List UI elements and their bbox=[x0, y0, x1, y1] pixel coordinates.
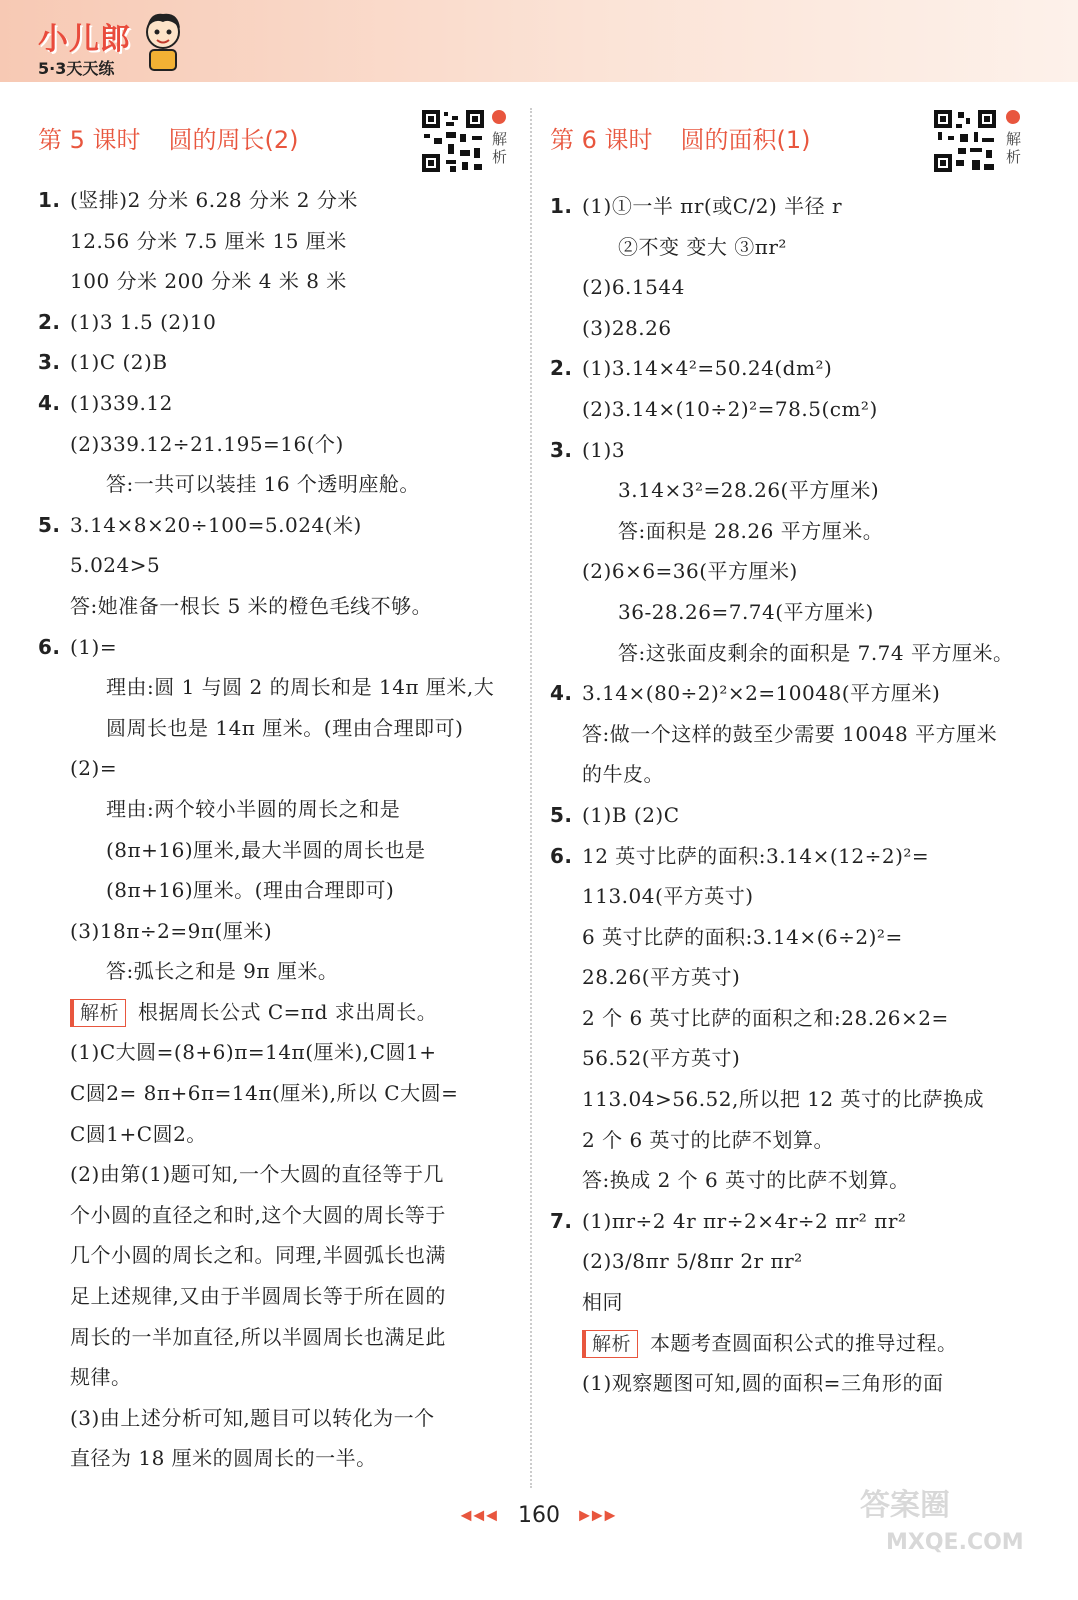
analysis-text: 周长的一半加直径,所以半圆周长也满足此 bbox=[70, 1324, 446, 1349]
play-icon[interactable] bbox=[492, 110, 506, 124]
answer-line bbox=[38, 261, 518, 302]
question-number: 6. bbox=[38, 634, 61, 659]
answer-line bbox=[550, 308, 1035, 349]
answer-line bbox=[550, 633, 1035, 674]
answer-list-left bbox=[38, 180, 518, 992]
answer-line bbox=[550, 186, 1035, 227]
answer-line bbox=[38, 830, 518, 871]
answer-line bbox=[38, 951, 518, 992]
answer-text: 36-28.26=7.74(平方厘米) bbox=[618, 599, 874, 624]
answer-text: (1)①一半 πr(或C/2) 半径 r bbox=[582, 194, 843, 218]
analysis-line bbox=[38, 1398, 518, 1439]
answer-line bbox=[550, 1120, 1035, 1161]
question-number: 4. bbox=[38, 390, 61, 415]
question-number: 3. bbox=[550, 437, 573, 462]
answer-line bbox=[550, 1241, 1035, 1282]
answer-text: 答:一共可以装挂 16 个透明座舱。 bbox=[106, 472, 420, 497]
page-header bbox=[0, 0, 1078, 82]
answer-line bbox=[550, 1160, 1035, 1201]
answer-text: (8π+16)厘米,最大半圆的周长也是 bbox=[106, 837, 426, 862]
question-number: 7. bbox=[550, 1208, 573, 1233]
answer-line bbox=[38, 505, 518, 546]
answer-text: 的牛皮。 bbox=[582, 762, 664, 787]
answer-line bbox=[38, 586, 518, 627]
qr-label: 解析 bbox=[1006, 130, 1022, 166]
column-divider bbox=[530, 108, 532, 1488]
answer-text: (1)C (2)B bbox=[70, 350, 168, 375]
page-number: 160 bbox=[518, 1503, 560, 1528]
analysis-text: C圆2= 8π+6π=14π(厘米),所以 C大圆= bbox=[70, 1081, 459, 1106]
answer-line bbox=[550, 1079, 1035, 1120]
answer-text: (2)6×6=36(平方厘米) bbox=[582, 559, 798, 584]
question-number: 1. bbox=[38, 188, 61, 212]
answer-line bbox=[550, 1282, 1035, 1323]
question-number: 5. bbox=[38, 512, 61, 537]
answer-line bbox=[38, 221, 518, 262]
analysis-line bbox=[38, 1235, 518, 1276]
answer-text: (2)= bbox=[70, 756, 118, 781]
answer-line bbox=[38, 180, 518, 221]
answer-line bbox=[550, 917, 1035, 958]
answer-text: (1)= bbox=[70, 634, 118, 659]
answer-text: (竖排)2 分米 6.28 分米 2 分米 bbox=[70, 188, 358, 212]
answer-line bbox=[38, 424, 518, 465]
analysis-text: 足上述规律,又由于半圆周长等于所在圆的 bbox=[70, 1284, 446, 1309]
analysis-text: 规律。 bbox=[70, 1365, 132, 1390]
analysis-tag: 解析 bbox=[582, 1330, 638, 1358]
analysis-left bbox=[38, 992, 518, 1479]
answer-text: 答:换成 2 个 6 英寸的比萨不划算。 bbox=[582, 1168, 910, 1193]
brand-logo bbox=[38, 14, 131, 79]
answer-line bbox=[38, 464, 518, 505]
lesson-topic: 圆的周长(2) bbox=[168, 126, 299, 154]
answer-text: 理由:圆 1 与圆 2 的周长和是 14π 厘米,大 bbox=[106, 675, 495, 700]
answer-line bbox=[550, 1038, 1035, 1079]
analysis-line bbox=[38, 1195, 518, 1236]
answer-line bbox=[550, 389, 1035, 430]
answer-line bbox=[38, 789, 518, 830]
analysis-text: 几个小圆的周长之和。同理,半圆弧长也满 bbox=[70, 1243, 446, 1268]
answer-text: (1)3 bbox=[582, 437, 626, 462]
answer-text: 3.14×3²=28.26(平方厘米) bbox=[618, 478, 880, 503]
answer-line bbox=[550, 1201, 1035, 1242]
analysis-tag: 解析 bbox=[70, 999, 126, 1027]
answer-text: 理由:两个较小半圆的周长之和是 bbox=[106, 796, 401, 821]
analysis-text: (3)由上述分析可知,题目可以转化为一个 bbox=[70, 1405, 435, 1430]
answer-text: (1)3 1.5 (2)10 bbox=[70, 309, 217, 334]
analysis-text: 直径为 18 厘米的圆周长的一半。 bbox=[70, 1446, 377, 1471]
play-icon[interactable] bbox=[1006, 110, 1020, 124]
analysis-line bbox=[38, 1073, 518, 1114]
answer-line bbox=[38, 748, 518, 789]
answer-list-right bbox=[550, 180, 1035, 1323]
answer-text: (8π+16)厘米。(理由合理即可) bbox=[106, 878, 395, 903]
answer-text: (1)B (2)C bbox=[582, 802, 680, 827]
answer-line bbox=[550, 430, 1035, 471]
qr-code-icon[interactable] bbox=[420, 108, 486, 174]
answer-line bbox=[38, 302, 518, 343]
answer-line bbox=[550, 348, 1035, 389]
answer-text: (2)3.14×(10÷2)²=78.5(cm²) bbox=[582, 396, 878, 421]
analysis-text: 个小圆的直径之和时,这个大圆的周长等于 bbox=[70, 1202, 446, 1227]
analysis-text: (1)C大圆=(8+6)π=14π(厘米),C圆1+ bbox=[70, 1040, 437, 1065]
answer-line bbox=[550, 227, 1035, 268]
answer-line bbox=[550, 754, 1035, 795]
watermark: 答案圈 bbox=[860, 1488, 950, 1523]
mascot-icon bbox=[140, 10, 186, 72]
answer-line bbox=[38, 667, 518, 708]
answer-line bbox=[38, 708, 518, 749]
analysis-line bbox=[38, 1154, 518, 1195]
answer-line bbox=[550, 267, 1035, 308]
question-number: 1. bbox=[550, 194, 573, 218]
logo-subtitle: 5·3天天练 bbox=[38, 59, 115, 78]
lesson-title-left bbox=[38, 100, 518, 180]
qr-label: 解析 bbox=[492, 130, 508, 166]
answer-text: 答:做一个这样的鼓至少需要 10048 平方厘米 bbox=[582, 721, 998, 746]
answer-line bbox=[550, 836, 1035, 877]
left-column bbox=[38, 100, 518, 1479]
answer-line bbox=[550, 957, 1035, 998]
lesson-topic: 圆的面积(1) bbox=[680, 126, 811, 154]
answer-text: 100 分米 200 分米 4 米 8 米 bbox=[70, 269, 347, 294]
analysis-text: 根据周长公式 C=πd 求出周长。 bbox=[138, 999, 438, 1024]
answer-text: ②不变 变大 ③πr² bbox=[618, 234, 787, 259]
analysis-text: C圆1+C圆2。 bbox=[70, 1121, 207, 1146]
answer-line bbox=[550, 795, 1035, 836]
answer-line bbox=[38, 911, 518, 952]
answer-text: (3)28.26 bbox=[582, 315, 672, 340]
answer-text: (2)339.12÷21.195=16(个) bbox=[70, 431, 344, 456]
answer-text: 3.14×8×20÷100=5.024(米) bbox=[70, 512, 362, 537]
answer-text: 圆周长也是 14π 厘米。(理由合理即可) bbox=[106, 715, 464, 740]
analysis-line bbox=[38, 1276, 518, 1317]
answer-line bbox=[550, 511, 1035, 552]
answer-text: 113.04>56.52,所以把 12 英寸的比萨换成 bbox=[582, 1087, 985, 1112]
answer-text: 3.14×(80÷2)²×2=10048(平方厘米) bbox=[582, 681, 941, 706]
answer-text: 答:弧长之和是 9π 厘米。 bbox=[106, 959, 339, 984]
answer-text: (3)18π÷2=9π(厘米) bbox=[70, 918, 273, 943]
analysis-right bbox=[550, 1323, 1035, 1404]
analysis-text: (1)观察题图可知,圆的面积=三角形的面 bbox=[582, 1371, 944, 1396]
answer-text: 答:面积是 28.26 平方厘米。 bbox=[618, 518, 884, 543]
answer-text: 2 个 6 英寸的比萨不划算。 bbox=[582, 1127, 835, 1152]
answer-text: 12.56 分米 7.5 厘米 15 厘米 bbox=[70, 228, 347, 253]
answer-text: 12 英寸比萨的面积:3.14×(12÷2)²= bbox=[582, 843, 930, 868]
question-number: 4. bbox=[550, 681, 573, 706]
answer-line bbox=[550, 998, 1035, 1039]
analysis-line bbox=[38, 1032, 518, 1073]
answer-text: 28.26(平方英寸) bbox=[582, 965, 741, 990]
analysis-line bbox=[38, 1114, 518, 1155]
answer-text: 113.04(平方英寸) bbox=[582, 884, 754, 909]
answer-text: (2)6.1544 bbox=[582, 275, 685, 300]
answer-line bbox=[550, 551, 1035, 592]
answer-text: (1)3.14×4²=50.24(dm²) bbox=[582, 356, 833, 381]
answer-line bbox=[550, 714, 1035, 755]
answer-text: 56.52(平方英寸) bbox=[582, 1046, 741, 1071]
question-number: 2. bbox=[38, 309, 61, 334]
prev-arrows-icon: ◀◀◀ bbox=[460, 1507, 499, 1524]
next-arrows-icon: ▶▶▶ bbox=[579, 1507, 618, 1524]
answer-line bbox=[38, 627, 518, 668]
answer-text: (1)339.12 bbox=[70, 390, 173, 415]
question-number: 6. bbox=[550, 843, 573, 868]
answer-text: (1)πr÷2 4r πr÷2×4r÷2 πr² πr² bbox=[582, 1208, 907, 1233]
analysis-line bbox=[550, 1323, 1035, 1364]
answer-line bbox=[38, 342, 518, 383]
answer-line bbox=[550, 673, 1035, 714]
answer-text: 答:她准备一根长 5 米的橙色毛线不够。 bbox=[70, 593, 433, 618]
analysis-line bbox=[38, 1317, 518, 1358]
lesson-number: 第 5 课时 bbox=[38, 126, 141, 154]
question-number: 3. bbox=[38, 350, 61, 375]
question-number: 5. bbox=[550, 802, 573, 827]
answer-text: 答:这张面皮剩余的面积是 7.74 平方厘米。 bbox=[618, 640, 1014, 665]
qr-code-icon[interactable] bbox=[932, 108, 998, 174]
answer-text: 相同 bbox=[582, 1290, 623, 1315]
answer-line bbox=[550, 470, 1035, 511]
answer-line bbox=[38, 545, 518, 586]
analysis-line bbox=[550, 1363, 1035, 1404]
analysis-text: 本题考查圆面积公式的推导过程。 bbox=[650, 1330, 958, 1355]
lesson-title-right bbox=[550, 100, 1035, 180]
lesson-number: 第 6 课时 bbox=[550, 126, 653, 154]
answer-text: 5.024>5 bbox=[70, 553, 161, 578]
answer-text: 2 个 6 英寸比萨的面积之和:28.26×2= bbox=[582, 1005, 949, 1030]
answer-text: (2)3/8πr 5/8πr 2r πr² bbox=[582, 1249, 803, 1274]
question-number: 2. bbox=[550, 356, 573, 381]
logo-text: 小儿郎 bbox=[38, 22, 131, 57]
answer-line bbox=[550, 592, 1035, 633]
watermark-url: MXQE.COM bbox=[886, 1530, 1024, 1555]
analysis-text: (2)由第(1)题可知,一个大圆的直径等于几 bbox=[70, 1162, 445, 1187]
analysis-line bbox=[38, 992, 518, 1033]
answer-line bbox=[38, 383, 518, 424]
analysis-line bbox=[38, 1438, 518, 1479]
right-column bbox=[550, 100, 1035, 1404]
answer-text: 6 英寸比萨的面积:3.14×(6÷2)²= bbox=[582, 924, 903, 949]
analysis-line bbox=[38, 1357, 518, 1398]
answer-line bbox=[550, 876, 1035, 917]
answer-line bbox=[38, 870, 518, 911]
